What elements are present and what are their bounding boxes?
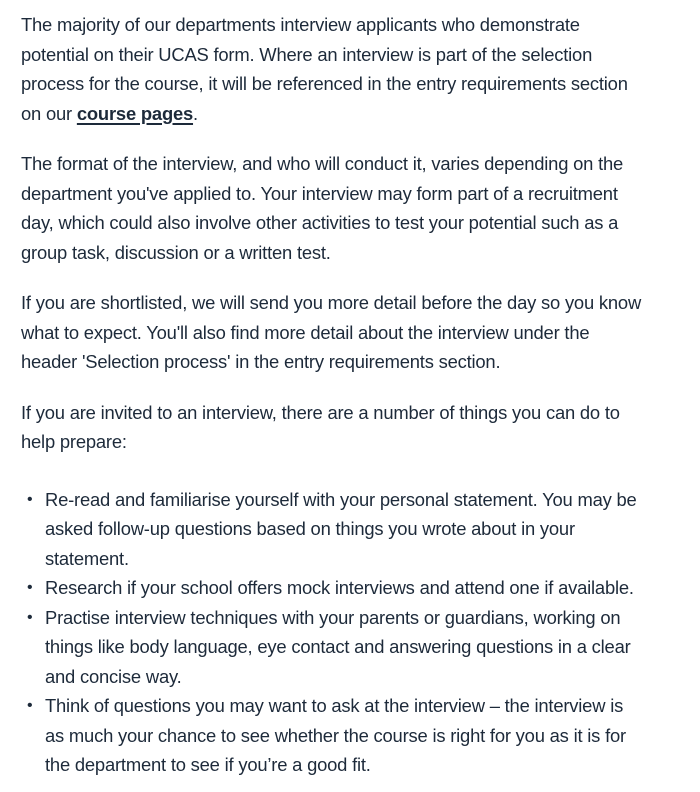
preparation-intro-paragraph: If you are invited to an interview, there are a number of things you can do to help prepare: (21, 401, 620, 452)
list-item-text: Research if your school offers mock interviews and attend one if available. (45, 577, 634, 598)
shortlist-paragraph: If you are shortlisted, we will send you more detail before the day so you know what to expect. You'll also find more detail about the interview under the header 'Selection process' in the entry requirements section. (21, 292, 642, 372)
bullet-icon: • (27, 490, 33, 508)
intro-text-end: . (193, 102, 198, 124)
list-item (27, 603, 642, 692)
bullet-icon: • (27, 697, 33, 714)
bullet-icon: • (27, 579, 33, 596)
preparation-tips-list (21, 485, 642, 780)
intro-text: The majority of our departments interview applicants who demonstrate potential on their UCAS form. Where an interview is part of the selection process for the course, it will be referenced in the entry requirements section on our (21, 14, 628, 124)
list-item-text: Re-read and familiarise yourself with your personal statement. You may be asked follow-up questions based on things you wrote about in your statement. (45, 488, 637, 569)
intro-paragraph (21, 10, 642, 128)
bullet-icon: • (27, 608, 33, 626)
list-item-text: Practise interview techniques with your parents or guardians, working on things like body language, eye contact and answering questions in a clear and concise way. (45, 606, 631, 687)
course-pages-link[interactable]: course pages (76, 102, 194, 124)
interview-format-paragraph: The format of the interview, and who will conduct it, varies depending on the department you've applied to. Your interview may form part of a recruitment day, which could also involve other activities to test your potential such as a group task, discussion or a written test. (21, 153, 624, 263)
list-item (27, 573, 642, 603)
list-item (27, 485, 642, 574)
list-item-text: Think of questions you may want to ask at the interview – the interview is as much your chance to see whether the course is right for you as it is for the department to see if you’re a good fit. (45, 695, 626, 775)
list-item (27, 691, 642, 780)
